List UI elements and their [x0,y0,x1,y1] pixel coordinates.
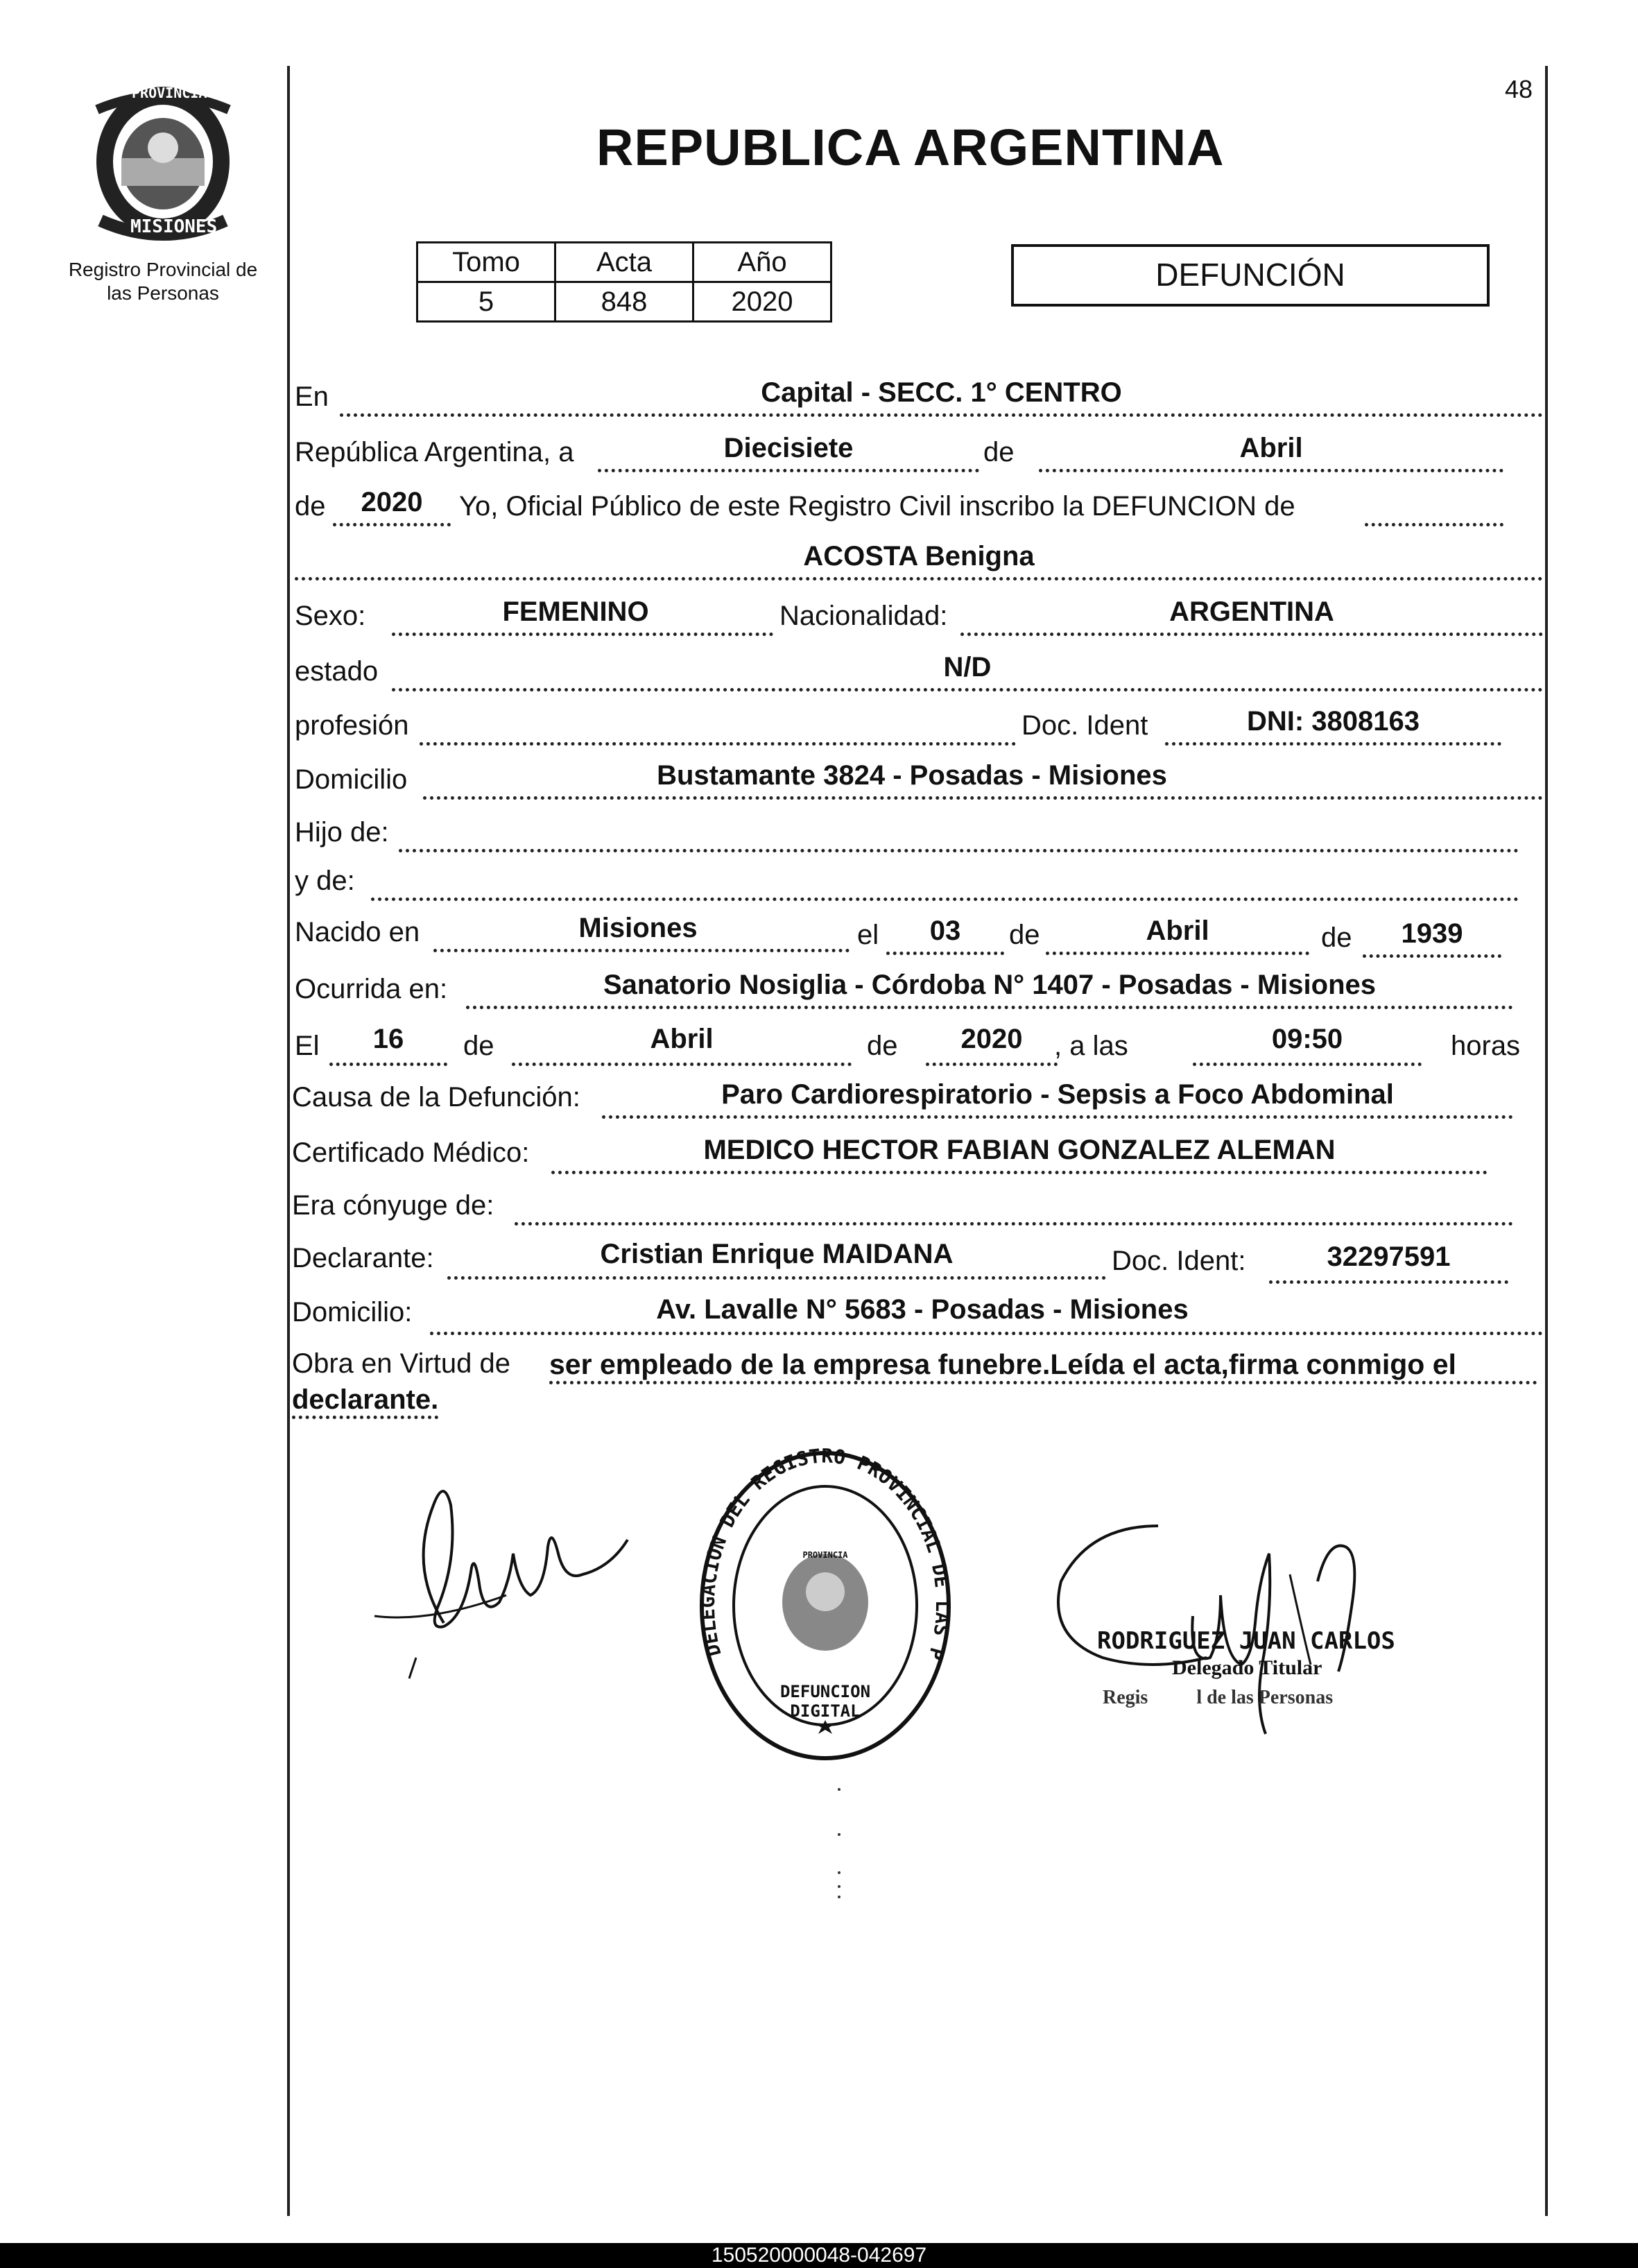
year-value: 2020 [361,487,423,517]
declarante-dotted-line [447,1276,1106,1280]
nacido-dotted-line [433,949,850,952]
de4-label: de [1321,922,1352,953]
causa-value: Paro Cardiorespiratorio - Sepsis a Foco Abdominal [721,1079,1394,1110]
nacido-label: Nacido en [295,917,420,947]
record-table-header: Tomo [417,243,555,282]
el2-label: El [295,1031,320,1061]
doc-label: Doc. Ident [1021,710,1148,741]
name-dotted-line [295,577,1543,581]
rep-label: República Argentina, a [295,437,574,467]
en-label: En [295,381,329,412]
domicilio-label: Domicilio [295,764,408,795]
domicilio2-label: Domicilio: [292,1297,413,1328]
left-margin-line [287,66,290,2216]
domicilio-dotted-line [423,796,1543,800]
doc-value: DNI: 3808163 [1246,706,1420,737]
birth-month-dotted-line [1046,952,1309,955]
record-table [416,241,832,323]
death-time-dotted-line [1193,1063,1422,1066]
en-value: Capital - SECC. 1° CENTRO [761,377,1122,408]
record-table-header: Acta [555,243,693,282]
birth-year: 1939 [1401,918,1463,949]
birth-month: Abril [1146,916,1209,946]
alas-label: , a las [1054,1031,1128,1061]
estado-label: estado [295,656,379,687]
record-type-box: DEFUNCIÓN [1011,244,1490,307]
nacido-value: Misiones [578,913,698,943]
obra-label: Obra en Virtud de [292,1348,511,1379]
official-office: Regis l de las Personas [1103,1687,1334,1708]
day-value: Diecisiete [723,433,854,463]
conyuge-label: Era cónyuge de: [292,1190,494,1221]
doc2-dotted-line [1269,1280,1508,1284]
officer-dotted-line [1365,523,1503,526]
death-year: 2020 [960,1024,1023,1054]
page-title: REPUBLICA ARGENTINA [596,119,1225,176]
record-table-value-row [417,282,831,322]
estado-dotted-line [392,688,1543,691]
officer-text: Yo, Oficial Público de este Registro Civil inscribo la DEFUNCION de [459,491,1295,522]
domicilio-value: Bustamante 3824 - Posadas - Misiones [657,760,1167,791]
profesion-label: profesión [295,710,409,741]
day-dotted-line [598,469,979,472]
scan-marks [836,1786,843,1904]
declarante-label: Declarante: [292,1243,434,1273]
cert-dotted-line [551,1171,1488,1174]
month-value: Abril [1239,433,1303,463]
registry-name [42,258,284,305]
official-stamp [693,1446,957,1765]
seal-text-top: PROVINCIA DE [132,85,232,101]
nacionalidad-label: Nacionalidad: [779,601,948,631]
domicilio2-value: Av. Lavalle N° 5683 - Posadas - Misiones [656,1294,1189,1325]
conyuge-dotted-line [515,1222,1513,1226]
domicilio2-dotted-line [430,1332,1543,1335]
en-dotted-line [340,413,1543,417]
de6-label: de [867,1031,898,1061]
birth-day: 03 [929,916,961,946]
ocurrida-value: Sanatorio Nosiglia - Córdoba N° 1407 - Posadas - Misiones [603,970,1377,1000]
estado-value: N/D [943,652,992,682]
record-table-cell: 848 [555,282,693,322]
birth-day-dotted-line [886,952,1004,955]
de-label: de [983,437,1015,467]
cert-label: Certificado Médico: [292,1137,530,1168]
nacionalidad-value: ARGENTINA [1169,596,1334,627]
profesion-dotted-line [420,742,1016,746]
seal-text-bottom: MISIONES [130,216,218,237]
obra-value-line1: ser empleado de la empresa funebre.Leída el acta,firma conmigo el [549,1348,1537,1384]
sexo-dotted-line [392,633,773,636]
hijo-dotted-line [399,849,1519,852]
causa-label: Causa de la Defunción: [292,1082,580,1112]
record-table-cell: 2020 [693,282,831,322]
obra-value-line2: declarante. [292,1384,438,1419]
causa-dotted-line [602,1115,1513,1119]
stamp-inner-seal-text: PROVINCIA [802,1550,848,1560]
registry-name-line1: Registro Provincial de [68,259,258,280]
ocurrida-label: Ocurrida en: [295,974,448,1004]
right-margin-line [1545,66,1548,2216]
death-time: 09:50 [1271,1024,1343,1054]
death-month: Abril [650,1024,714,1054]
death-year-dotted-line [926,1063,1058,1066]
sexo-label: Sexo: [295,601,366,631]
registry-name-line2: las Personas [107,282,219,304]
sexo-value: FEMENINO [502,596,649,627]
record-table-header: Año [693,243,831,282]
birth-year-dotted-line [1363,954,1501,958]
death-day: 16 [372,1024,404,1054]
yde-dotted-line [371,897,1519,901]
doc2-value: 32297591 [1327,1242,1451,1272]
stamp-inner-text: DEFUNCION DIGITAL [779,1682,871,1721]
yde-label: y de: [295,866,355,896]
provincial-seal [83,82,243,241]
death-day-dotted-line [329,1063,447,1066]
horas-label: horas [1451,1031,1521,1061]
record-table-cell: 5 [417,282,555,322]
record-table-header-row [417,243,831,282]
de3-label: de [1009,920,1040,950]
stamp-ring-text: DELEGACION DEL REGISTRO PROVINCIAL DE LAS P [696,1446,955,1663]
official-name: RODRIGUEZ JUAN CARLOS [1097,1627,1395,1655]
de2-label: de [295,491,326,522]
year-dotted-line [333,523,451,526]
page-number: 48 [1505,75,1533,103]
nacionalidad-dotted-line [960,633,1543,636]
doc2-label: Doc. Ident: [1112,1246,1246,1276]
ocurrida-dotted-line [466,1006,1513,1009]
hijo-label: Hijo de: [295,817,389,848]
doc-dotted-line [1165,742,1501,746]
declarant-signature [361,1450,638,1699]
month-dotted-line [1039,469,1503,472]
footer-code: 150520000048-042697 [0,2243,1638,2268]
de5-label: de [463,1031,494,1061]
deceased-name: ACOSTA Benigna [803,541,1035,572]
official-title: Delegado Titular [1172,1656,1322,1679]
death-month-dotted-line [512,1063,852,1066]
declarante-value: Cristian Enrique MAIDANA [600,1239,954,1269]
el-label: el [857,920,879,950]
cert-value: MEDICO HECTOR FABIAN GONZALEZ ALEMAN [703,1135,1336,1165]
